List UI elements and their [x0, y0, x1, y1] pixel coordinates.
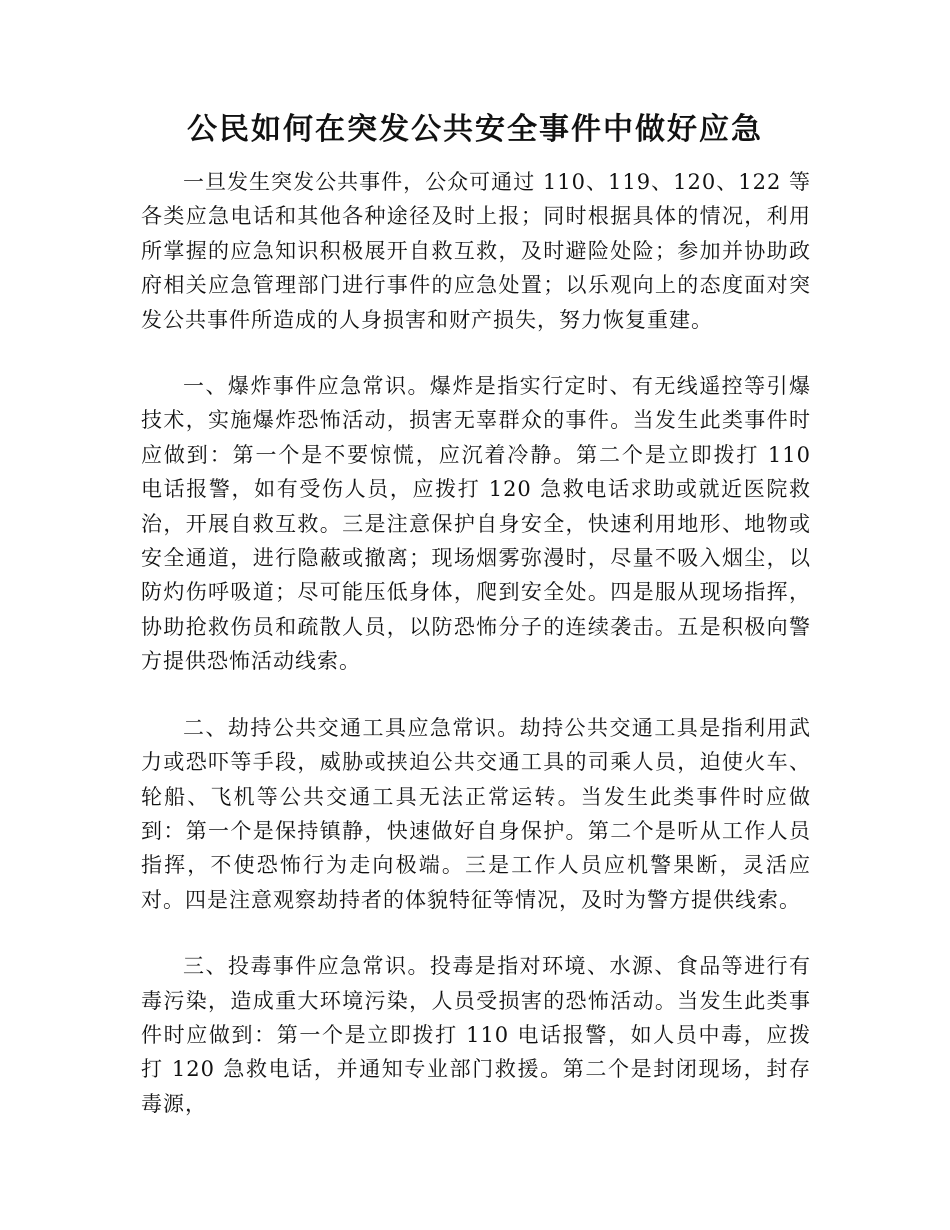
paragraph-poisoning: 三、投毒事件应急常识。投毒是指对环境、水源、食品等进行有毒污染，造成重大环境污染，人员受损害的恐怖活动。当发生此类事件时应做到：第一个是立即拨打 110 电话报警，如人员中毒，应拨打 120 急救电话，并通知专业部门救援。第二个是封闭现场，封存毒源， — [141, 954, 811, 1116]
paragraph-intro: 一旦发生突发公共事件，公众可通过 110、119、120、122 等各类应急电话和其他各种途径及时上报；同时根据具体的情况，利用所掌握的应急知识积极展开自救互救，及时避险处险；参加并协助政府相关应急管理部门进行事件的应急处置；以乐观向上的态度面对突发公共事件所造成的人身损害和财产损失，努力恢复重建。 — [141, 170, 811, 332]
document-body — [141, 165, 811, 1121]
paragraph-gap — [141, 679, 811, 711]
paragraph-explosion: 一、爆炸事件应急常识。爆炸是指实行定时、有无线遥控等引爆技术，实施爆炸恐怖活动，损害无辜群众的事件。当发生此类事件时应做到：第一个是不要惊慌，应沉着冷静。第二个是立即拨打 110 电话报警，如有受伤人员，应拨打 120 急救电话求助或就近医院救治，开展自救互救。三是注意保护自身安全，快速利用地形、地物或安全通道，进行隐蔽或撤离；现场烟雾弥漫时，尽量不吸入烟尘，以防灼伤呼吸道；尽可能压低身体，爬到安全处。四是服从现场指挥，协助抢救伤员和疏散人员，以防恐怖分子的连续袭击。五是积极向警方提供恐怖活动线索。 — [141, 374, 811, 674]
document-title: 公民如何在突发公共安全事件中做好应急 — [187, 112, 763, 147]
paragraph-gap — [141, 337, 811, 369]
paragraph-gap — [141, 917, 811, 949]
paragraph-hijacking: 二、劫持公共交通工具应急常识。劫持公共交通工具是指利用武力或恐吓等手段，威胁或挟迫公共交通工具的司乘人员，迫使火车、轮船、飞机等公共交通工具无法正常运转。当发生此类事件时应做到：第一个是保持镇静，快速做好自身保护。第二个是听从工作人员指挥，不使恐怖行为走向极端。三是工作人员应机警果断，灵活应对。四是注意观察劫持者的体貌特征等情况，及时为警方提供线索。 — [141, 715, 811, 912]
